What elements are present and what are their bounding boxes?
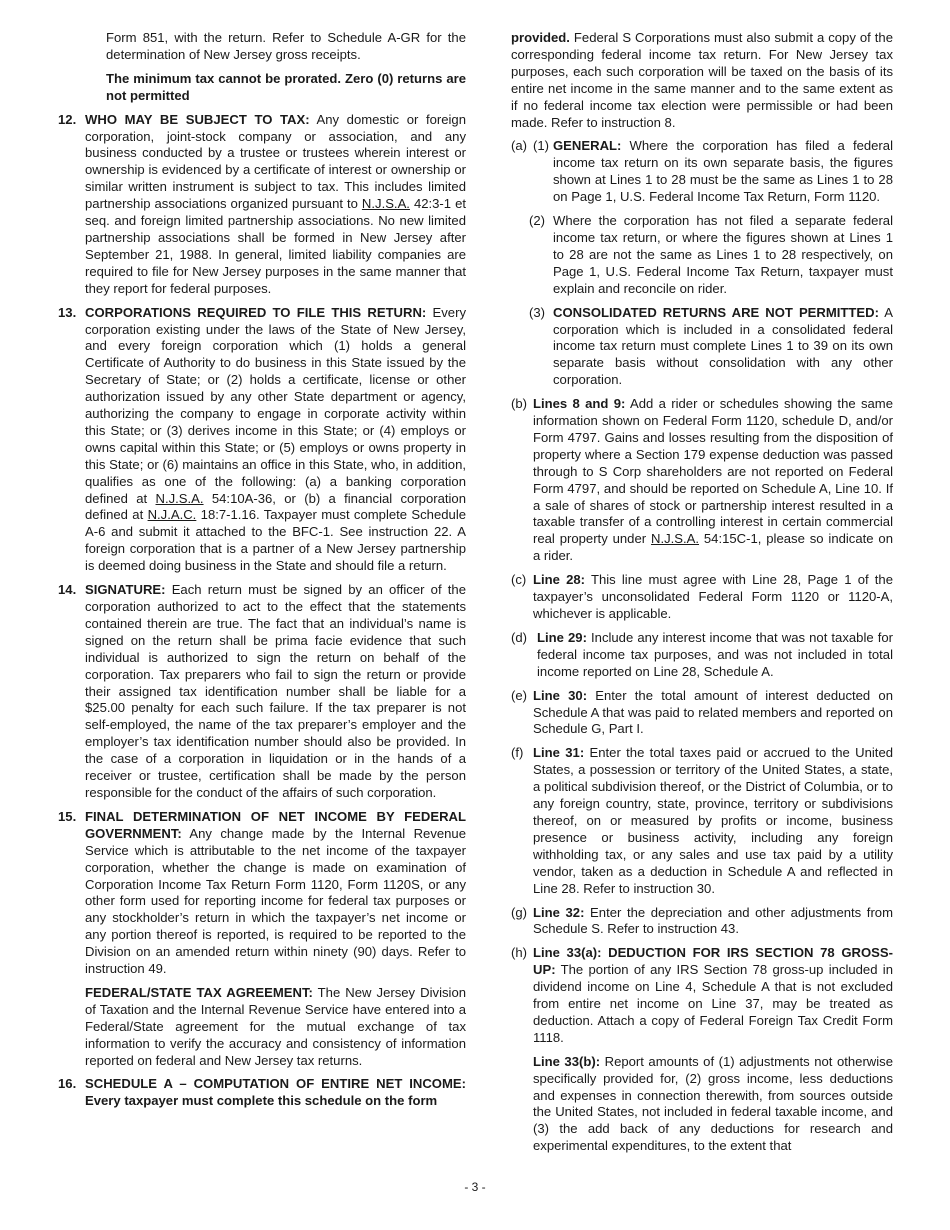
item-body: WHO MAY BE SUBJECT TO TAX: Any domestic or foreign corporation, joint-stock company or association, and any business conducted by a trustee or trustees wherein interest or ownership is evidenced by a certificate of interest or ownership or similar written instrument is subject to tax. This includes limited partnership associations organized pursuant to N.J.S.A. 42:3-1 et seq. and foreign limited partnership associations. No new limited partnership associations shall be formed in New Jersey after September 21, 1988. In general, limited liability companies are required to file for New Jersey purposes in the same manner that they report for federal purposes. [85, 111, 466, 296]
regulation-reference: N.J.A.C. [147, 507, 197, 523]
subsection-title: Line 33(b): [533, 1053, 601, 1069]
instruction-14 [58, 582, 466, 802]
item-title: SCHEDULE A – COMPUTATION OF ENTIRE NET INCOME: Every taxpayer must complete this schedule on the form [85, 1076, 466, 1109]
paragraph-b: (b) Lines 8 and 9: Add a rider or schedules showing the same information shown on Federal Form 1120, schedule D, and/or Form 4797. Gains and losses resulting from the disposition of property where a Section 179 expense deduction was passed through to S Corp shareholders are not reported on Federal Form 4797, and should be reported on Schedule A, Line 10. If a sale of shares of stock or partnership interest resulted in a taxable transfer of a controlling interest in certain commercial real property under N.J.S.A. 54:15C-1, please so indicate on a rider. [511, 396, 893, 564]
paragraph-title: Line 32: [533, 904, 585, 920]
item-number: 15. [58, 808, 77, 824]
page-number: - 3 - [464, 1180, 486, 1194]
item-title: CORPORATIONS REQUIRED TO FILE THIS RETURN: [85, 304, 427, 320]
item-number: 12. [58, 111, 77, 127]
paragraph-label: (a) [511, 138, 528, 154]
continued-text: Form 851, with the return. Refer to Schedule A-GR for the determination of New Jersey gross receipts. [106, 30, 466, 62]
paragraph-e: (e) Line 30: Enter the total amount of interest deducted on Schedule A that was paid to related members and reported on Schedule G, Part I. [511, 687, 893, 737]
paragraph-title: Line 31: [533, 745, 585, 761]
item-body: FINAL DETERMINATION OF NET INCOME BY FEDERAL GOVERNMENT: Any change made by the Internal Revenue Service which is attributable to the net income of the taxpayer corporation, whether the change is made on examination of Corporation Income Tax Return Form 1120, Form 1120S, or any other form used for reporting income for federal tax purposes or any stockholder’s return in which the taxpayer’s net income or any portion thereof is reported, is required to be reported to the Division on an amended return within ninety (90) days. Refer to instruction 49. FEDERAL/STATE TAX AGREEMENT: The New Jersey Division of Taxation and the Internal Revenue Service have entered into a Federal/State agreement for the mutual exchange of tax information to verify the accuracy and consistency of information reported on federal and New Jersey tax returns. [85, 808, 467, 1068]
subparagraph-title: GENERAL: [553, 138, 622, 154]
paragraph-label: (g) [511, 904, 528, 920]
subparagraph-title: CONSOLIDATED RETURNS ARE NOT PERMITTED: [553, 304, 879, 320]
paragraph-h: (h) Line 33(a): DEDUCTION FOR IRS SECTION 78 GROSS- UP: The portion of any IRS Section 78 gross-up included in dividend income on Line 4, Schedule A that is not excluded from entire net income on Line 37, may be treated as deduction. Attach a copy of Federal Foreign Tax Credit Form 1118. Line 33(b): Report amounts of (1) adjustments not otherwise specifically provided for, (2) gross income, less deductions and expenses in connection therewith, from sources outside the United States, not included in federal taxable income, and (3) the add back of any deductions for research and experimental expenditures, to the extent that [511, 945, 894, 1154]
instruction-13 [58, 305, 466, 576]
paragraph-f: (f) Line 31: Enter the total taxes paid or accrued to the United States, a possession or territory of the United States, a state, a political subdivision thereof, or the District of Columbia, or to any foreign country, state, province, territory or subdivisions thereof, on or measured by profits or income, business presence or business activity, including any foreign withholding tax, or any sales and use tax paid by a utility vendor, taken as a deduction in Schedule A and reflected in Line 28. Refer to instruction 30. [511, 745, 894, 896]
subparagraph-3: (3) CONSOLIDATED RETURNS ARE NOT PERMITTED: A corporation which is included in a consolidated federal income tax return must complete Lines 1 to 39 on its own separate basis without consolidation with any other corporation. [529, 304, 893, 388]
paragraph-d: (d) Line 29: Include any interest income that was not taxable for federal income tax purposes, and was not included in total income reported on Line 28, Schedule A. [511, 629, 893, 679]
left-column [58, 30, 466, 1110]
instruction-15 [58, 809, 466, 1070]
paragraph-label: (d) [511, 629, 528, 645]
item-title: WHO MAY BE SUBJECT TO TAX: [85, 111, 310, 127]
paragraph-label: (e) [511, 687, 528, 703]
item-body [85, 1076, 466, 1110]
paragraph-label: (f) [511, 745, 524, 761]
item-title: FINAL DETERMINATION OF NET INCOME BY FEDERAL GOVERNMENT: [85, 808, 466, 841]
paragraph-title: Line 28: [533, 572, 586, 588]
paragraph-a [511, 138, 893, 206]
item-body: CORPORATIONS REQUIRED TO FILE THIS RETURN: Every corporation existing under the laws of the State of New Jersey, and every foreign corporation which (1) holds a general Certificate of Authority to do business in this State issued by the Secretary of State; or (2) holds a certificate, license or other authorization issued by any other State department or agency, authorizing the company to engage in corporate activity within this State; or (3) derives income in this State; or (4) employs or owns capital within this State; or (5) employs or owns property in this State; or (6) maintains an office in this State, who, in addition, qualifies as one of the following: (a) a banking corporation defined at N.J.S.A. 54:10A-36, or (b) a financial corporation defined at N.J.A.C. 18:7-1.16. Taxpayer must complete Schedule A-6 and submit it attached to the BFC-1. See instruction 22. A foreign corporation that is a partner of a New Jersey partnership is deemed doing business in the State and should file a return. [85, 304, 467, 574]
item-title: SIGNATURE: [85, 582, 166, 598]
item-number: 16. [58, 1076, 77, 1092]
item-body: SIGNATURE: Each return must be signed by an officer of the corporation authorized to act to the effect that the statements contained therein are true. The fact that an individual’s name is signed on the return shall be prima facie evidence that such individual is authorized to sign the return on behalf of the corporation. Tax preparers who fail to sign the return or provide their assigned tax identification number shall be liable for a $25.00 penalty for each such failure. If the tax preparer is not self-employed, the name of the tax preparer’s employer and the employer’s tax identification number should also be provided. In the case of a corporation in liquidation or in the hands of a receiver or trustee, certification shall be made by the person responsible for the conduct of the affairs of such corporation. [85, 582, 466, 800]
item-number: 14. [58, 582, 77, 598]
minimum-tax-note: The minimum tax cannot be prorated. Zero (0) returns are not permitted [106, 70, 466, 103]
instruction-12 [58, 112, 466, 298]
paragraph-g: (g) Line 32: Enter the depreciation and other adjustments from Schedule S. Refer to instruction 43. [511, 904, 893, 937]
paragraph-c: (c) Line 28: This line must agree with Line 28, Page 1 of the taxpayer’s unconsolidated Federal Form 1120 or 1120-A, whichever is applicable. [511, 572, 893, 621]
instruction-16 [58, 1076, 466, 1110]
paragraph-title: Line 29: [537, 629, 587, 645]
paragraph-label: (b) [511, 396, 528, 412]
subparagraph-2: (2) Where the corporation has not filed a separate federal income tax return, or where the figures shown at Lines 1 to 28 are not the same as Lines 1 to 28 respectively, on Page 1, U.S. Federal Income Tax Return, taxpayer must explain and reconcile on rider. [529, 213, 893, 296]
statute-reference: N.J.S.A. [650, 531, 700, 547]
subparagraph-1: (1) GENERAL: Where the corporation has filed a federal income tax return on its own separate basis, the figures shown at Lines 1 to 28 must be the same as Lines 1 to 28 on Page 1, U.S. Federal Income Tax Return, Form 1120. [533, 138, 893, 205]
paragraph-label: (c) [511, 572, 527, 588]
statute-reference: N.J.S.A. [361, 196, 410, 212]
paragraph-title: Line 33(a): DEDUCTION FOR IRS SECTION 78 GROSS- UP: [533, 945, 893, 978]
paragraph-label: (h) [511, 945, 528, 961]
continued-text: provided. Federal S Corporations must also submit a copy of the corresponding federal income tax return. For New Jersey tax purposes, each such corporation will be taxed on the basis of its entire net income in the same manner and to the same extent as if no federal income tax election were permissible or had been made. Refer to instruction 8. [511, 30, 893, 130]
right-column [511, 30, 893, 1155]
item-number: 13. [58, 304, 77, 320]
subsection-title: FEDERAL/STATE TAX AGREEMENT: [85, 984, 313, 1000]
statute-reference: N.J.S.A. [155, 490, 204, 506]
paragraph-title: Line 30: [533, 687, 588, 703]
paragraph-title: Lines 8 and 9: [533, 396, 626, 412]
